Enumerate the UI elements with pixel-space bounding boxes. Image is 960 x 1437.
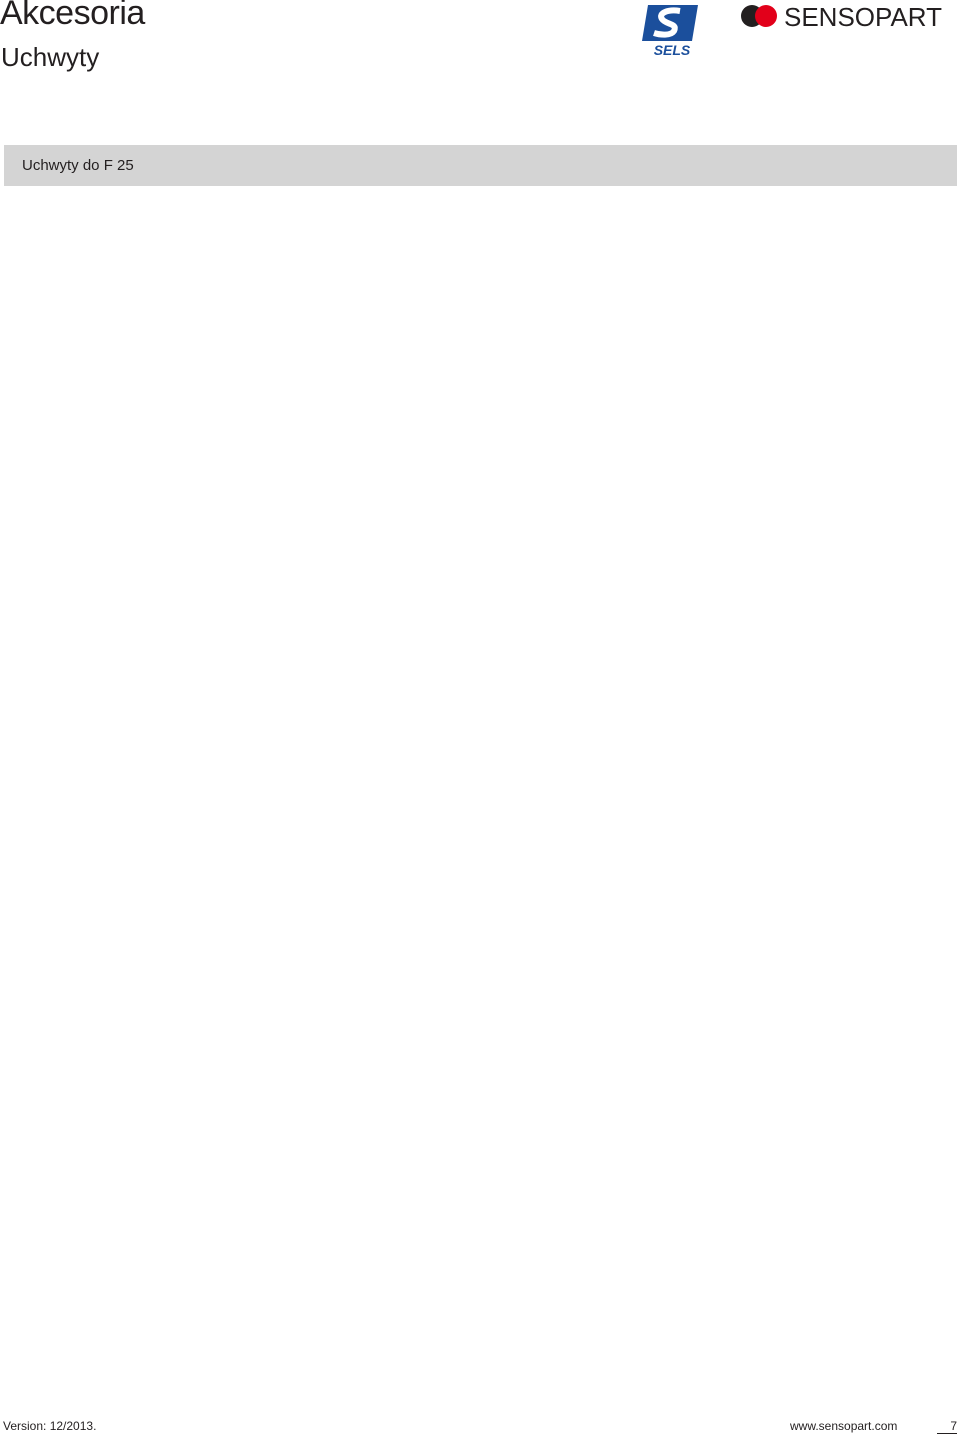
section-header (4, 145, 957, 186)
footer-version: Version: 12/2013. (3, 1419, 97, 1433)
footer-website[interactable]: www.sensopart.com (790, 1419, 898, 1433)
page-subtitle: Uchwyty (1, 42, 100, 72)
page-title: Akcesoria (0, 0, 145, 32)
sels-logo-text: SELS (653, 42, 691, 58)
section-title: Uchwyty do F 25 (22, 157, 134, 174)
page-number: 7 (937, 1419, 957, 1434)
sensopart-logo-text: SENSOPART (784, 2, 942, 30)
sels-logo (640, 1, 704, 59)
sensopart-logo (738, 2, 958, 30)
